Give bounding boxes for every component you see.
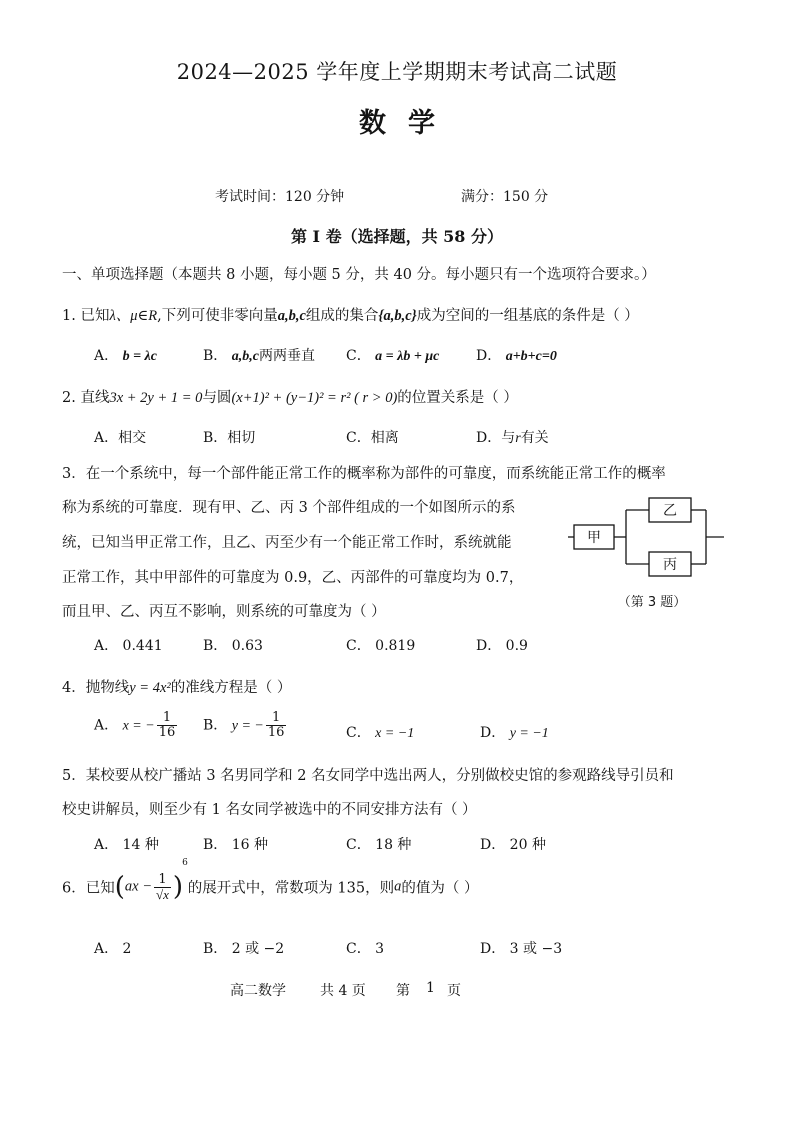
q5-line-1: 5．某校要从校广播站 3 名男同学和 2 名女同学中选出两人，分别做校史馆的参观路线导引员和 [62,768,674,784]
q3-line-3: 统，已知当甲正常工作，且乙、丙至少有一个能正常工作时，系统就能 [62,535,512,551]
q3-line-5: 而且甲、乙、丙互不影响，则系统的可靠度为（ ） [62,604,386,620]
q5-option-d: D． 20 种 [480,837,546,853]
figure-caption: （第 3 题） [617,595,687,610]
q2-option-d: D．与r有关 [476,430,549,446]
q5-option-a: A． 14 种 [94,837,159,853]
q6-option-c: C． 3 [346,941,385,957]
section-title: 一、单项选择题（本题共 8 小题，每小题 5 分，共 40 分。每小题只有一个选项符合要求。） [62,267,656,283]
part-title: 第 I 卷（选择题，共 58 分） [290,227,504,246]
q4-option-b: B． y = − $\frac{1}{16}$ [203,710,285,740]
q3-line-1: 3．在一个系统中，每一个部件能正常工作的概率称为部件的可靠度，而系统能正常工作的概率 [62,466,666,482]
system-diagram [560,488,730,618]
q1-option-d: D． a+b+c=0 [476,348,557,364]
part-yi-label: 乙 [663,503,677,519]
q4-option-d: D． y = −1 [480,725,549,741]
question-4: 4．抛物线y = 4x²的准线方程是（ ） [62,680,292,696]
question-2: 2. 直线3x + 2y + 1 = 0与圆(x+1)² + (y−1)² = r² ( r > 0)的位置关系是（ ） [62,390,518,406]
q4-option-a: A． x = − $\frac{1}{16}$ [94,710,176,740]
footer-page-number: 1 [426,980,435,996]
q5-option-c: C． 18 种 [346,837,412,853]
footer-page-unit: 页 [447,983,461,999]
q2-option-b: B．相切 [203,430,256,446]
q3-line-4: 正常工作，其中甲部件的可靠度为 0.9，乙、丙部件的可靠度均为 0.7， [62,570,524,586]
q6-option-b: B． 2 或 −2 [203,941,285,957]
q4-option-c: C． x = −1 [346,725,415,741]
q2-option-c: C．相离 [346,430,399,446]
question-1: 1. 已知λ、μ∈R,下列可使非零向量a,b,c组成的集合{a,b,c}成为空间的一组基底的条件是（ ） [62,308,639,324]
q5-line-2: 校史讲解员，则至少有 1 名女同学被选中的不同安排方法有（ ） [62,802,477,818]
q1-option-c: C． a = λb + μc [346,348,440,364]
q3-option-a: A． 0.441 [94,638,163,654]
q3-option-d: D． 0.9 [476,638,528,654]
footer-page-label: 第 [396,983,410,999]
footer-total-pages: 共 4 页 [320,983,366,999]
q1-option-b: B． a,b,c两两垂直 [203,348,315,364]
q5-option-b: B． 16 种 [203,837,269,853]
subject-title: 数学 [359,108,457,139]
q2-option-a: A．相交 [94,430,147,446]
q3-line-2: 称为系统的可靠度．现有甲、乙、丙 3 个部件组成的一个如图所示的系 [62,500,516,516]
full-score: 满分：150 分 [461,189,549,205]
q6-option-d: D． 3 或 −3 [480,941,563,957]
footer-subject: 高二数学 [230,983,286,999]
part-bing-label: 丙 [663,557,677,573]
q3-option-b: B． 0.63 [203,638,263,654]
question-6: 6．已知(ax − $\frac{1}{√x}$ )$^6$的展开式中，常数项为 135，则a的值为（ ） [62,858,479,902]
part-jia-label: 甲 [587,530,601,546]
q6-option-a: A． 2 [94,941,132,957]
exam-title: 2024—2025 学年度上学期期末考试高二试题 [176,60,618,84]
q3-option-c: C． 0.819 [346,638,416,654]
q1-option-a: A． b = λc [94,348,157,364]
exam-time: 考试时间：120 分钟 [215,189,345,205]
